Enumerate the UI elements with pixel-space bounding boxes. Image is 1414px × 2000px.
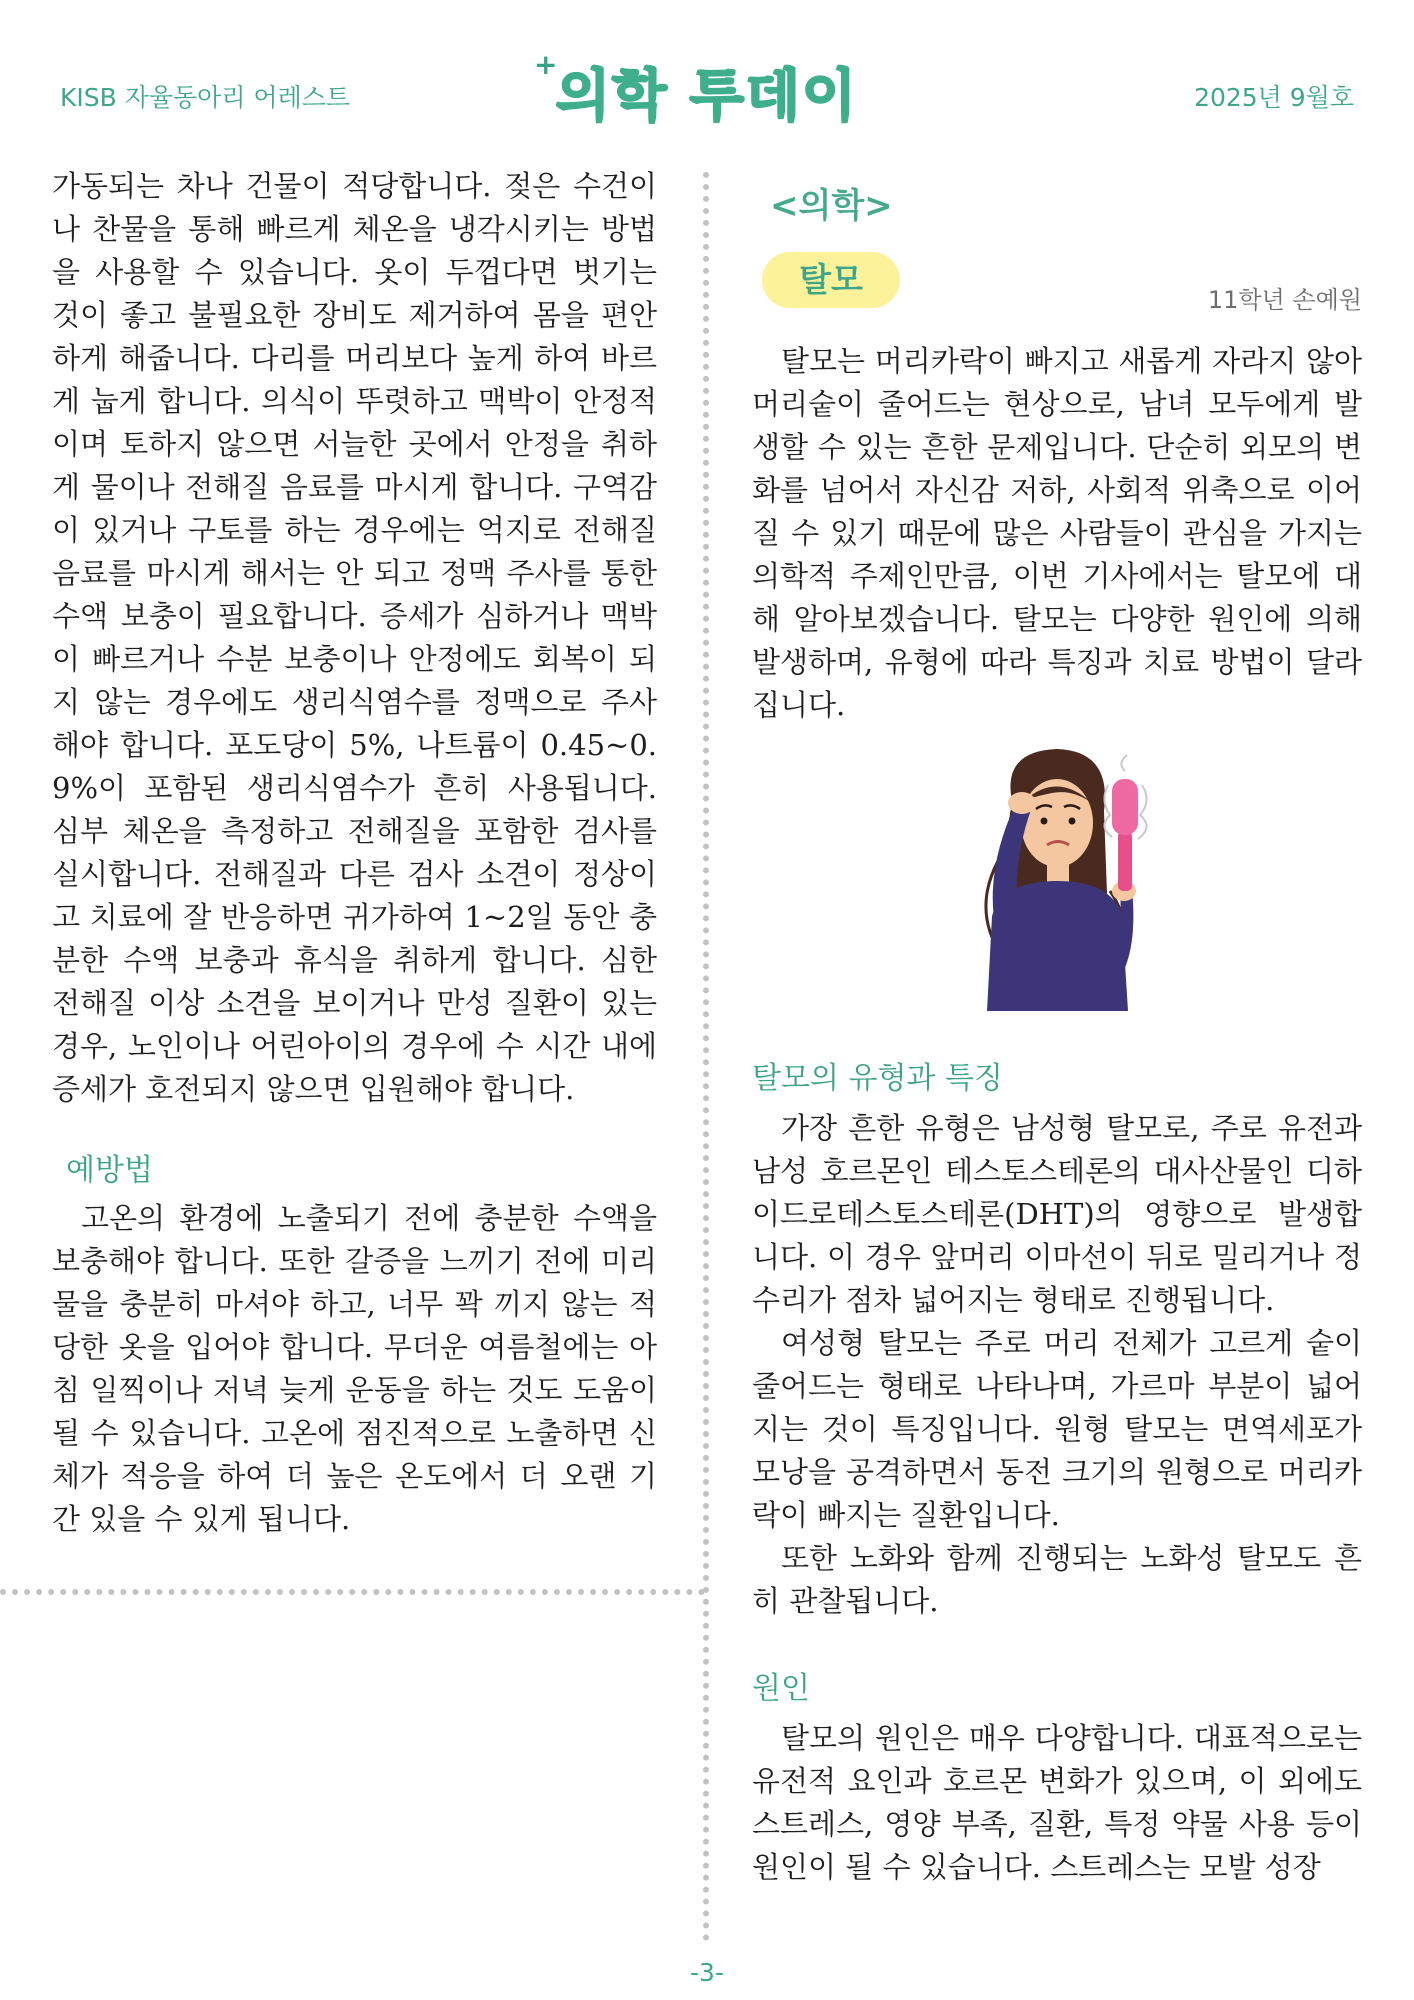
intro-paragraph: 탈모는 머리카락이 빠지고 새롭게 자라지 않아 머리숱이 줄어드는 현상으로, 남녀 모두에게 발생할 수 있는 흔한 문제입니다. 단순히 외모의 변화를 넘어서 자신감 저하, 사회적 위축으로 이어질 수 있기 때문에 많은 사람들이 관심을 가지는 의학적 주제인만큼, 이번 기사에서는 탈모에 대해 알아보겠습니다. 탈모는 다양한 원인에 의해 발생하며, 유형에 따라 특징과 치료 방법이 달라집니다.: [752, 344, 1362, 722]
types-paragraph-2: 여성형 탈모는 주로 머리 전체가 고르게 숱이 줄어드는 형태로 나타나며, 가르마 부분이 넓어지는 것이 특징입니다. 원형 탈모는 면역세포가 모낭을 공격하면서 동전 크기의 원형으로 머리카락이 빠지는 질환입니다.: [752, 1326, 1362, 1532]
topic-label: 탈모: [799, 260, 863, 299]
types-paragraph-1: 가장 흔한 유형은 남성형 탈모로, 주로 유전과 남성 호르몬인 테스토스테론의 대사산물인 디하이드로테스토스테론(DHT)의 영향으로 발생합니다. 이 경우 앞머리 이마선이 뒤로 밀리거나 정수리가 점차 넓어지는 형태로 진행됩니다.: [752, 1111, 1362, 1317]
types-heading: 탈모의 유형과 특징: [752, 1061, 1003, 1096]
category-label: <의학>: [770, 186, 893, 226]
hair-loss-illustration: [932, 741, 1182, 1011]
column-divider: [703, 172, 709, 1942]
right-column: [752, 340, 1362, 1889]
left-column: [52, 165, 657, 1541]
issue-date: 2025년 9월호: [1194, 83, 1354, 112]
author-byline: 11학년 손예원: [1207, 286, 1362, 314]
newsletter-title: 의학 투데이: [556, 64, 858, 129]
page-number: -3-: [690, 1958, 724, 1987]
plus-icon: +: [534, 48, 558, 81]
cause-heading: 원인: [752, 1671, 810, 1706]
club-name: KISB 자율동아리 어레스트: [60, 83, 351, 112]
types-paragraph-3: 또한 노화와 함께 진행되는 노화성 탈모도 흔히 관찰됩니다.: [752, 1541, 1362, 1618]
heatstroke-treatment-paragraph: 가동되는 차나 건물이 적당합니다. 젖은 수건이나 찬물을 통해 빠르게 체온을 냉각시키는 방법을 사용할 수 있습니다. 옷이 두껍다면 벗기는 것이 좋고 불필요한 장비도 제거하여 몸을 편안하게 해줍니다. 다리를 머리보다 높게 하여 바르게 눕게 합니다. 의식이 뚜렷하고 맥박이 안정적이며 토하지 않으면 서늘한 곳에서 안정을 취하게 물이나 전해질 음료를 마시게 합니다. 구역감이 있거나 구토를 하는 경우에는 억지로 전해질 음료를 마시게 해서는 안 되고 정맥 주사를 통한 수액 보충이 필요합니다. 증세가 심하거나 맥박이 빠르거나 수분 보충이나 안정에도 회복이 되지 않는 경우에도 생리식염수를 정맥으로 주사해야 합니다. 포도당이 5%, 나트륨이 0.45~0.9%이 포함된 생리식염수가 흔히 사용됩니다. 심부 체온을 측정하고 전해질을 포함한 검사를 실시합니다. 전해질과 다른 검사 소견이 정상이고 치료에 잘 반응하면 귀가하여 1~2일 동안 충분한 수액 보충과 휴식을 취하게 합니다. 심한 전해질 이상 소견을 보이거나 만성 질환이 있는 경우, 노인이나 어린아이의 경우에 수 시간 내에 증세가 호전되지 않으면 입원해야 합니다.: [52, 169, 657, 1106]
prevention-heading: 예방법: [66, 1153, 153, 1188]
cause-paragraph: 탈모의 원인은 매우 다양합니다. 대표적으로는 유전적 요인과 호르몬 변화가 있으며, 이 외에도 스트레스, 영양 부족, 질환, 특정 약물 사용 등이 원인이 될 수 있습니다. 스트레스는 모발 성장: [752, 1721, 1362, 1884]
topic-badge: [762, 252, 900, 308]
prevention-paragraph: 고온의 환경에 노출되기 전에 충분한 수액을 보충해야 합니다. 또한 갈증을 느끼기 전에 미리 물을 충분히 마셔야 하고, 너무 꽉 끼지 않는 적당한 옷을 입어야 합니다. 무더운 여름철에는 아침 일찍이나 저녁 늦게 운동을 하는 것도 도움이 될 수 있습니다. 고온에 점진적으로 노출하면 신체가 적응을 하여 더 높은 온도에서 더 오랜 기간 있을 수 있게 됩니다.: [52, 1201, 657, 1536]
section-divider: [0, 1589, 705, 1595]
